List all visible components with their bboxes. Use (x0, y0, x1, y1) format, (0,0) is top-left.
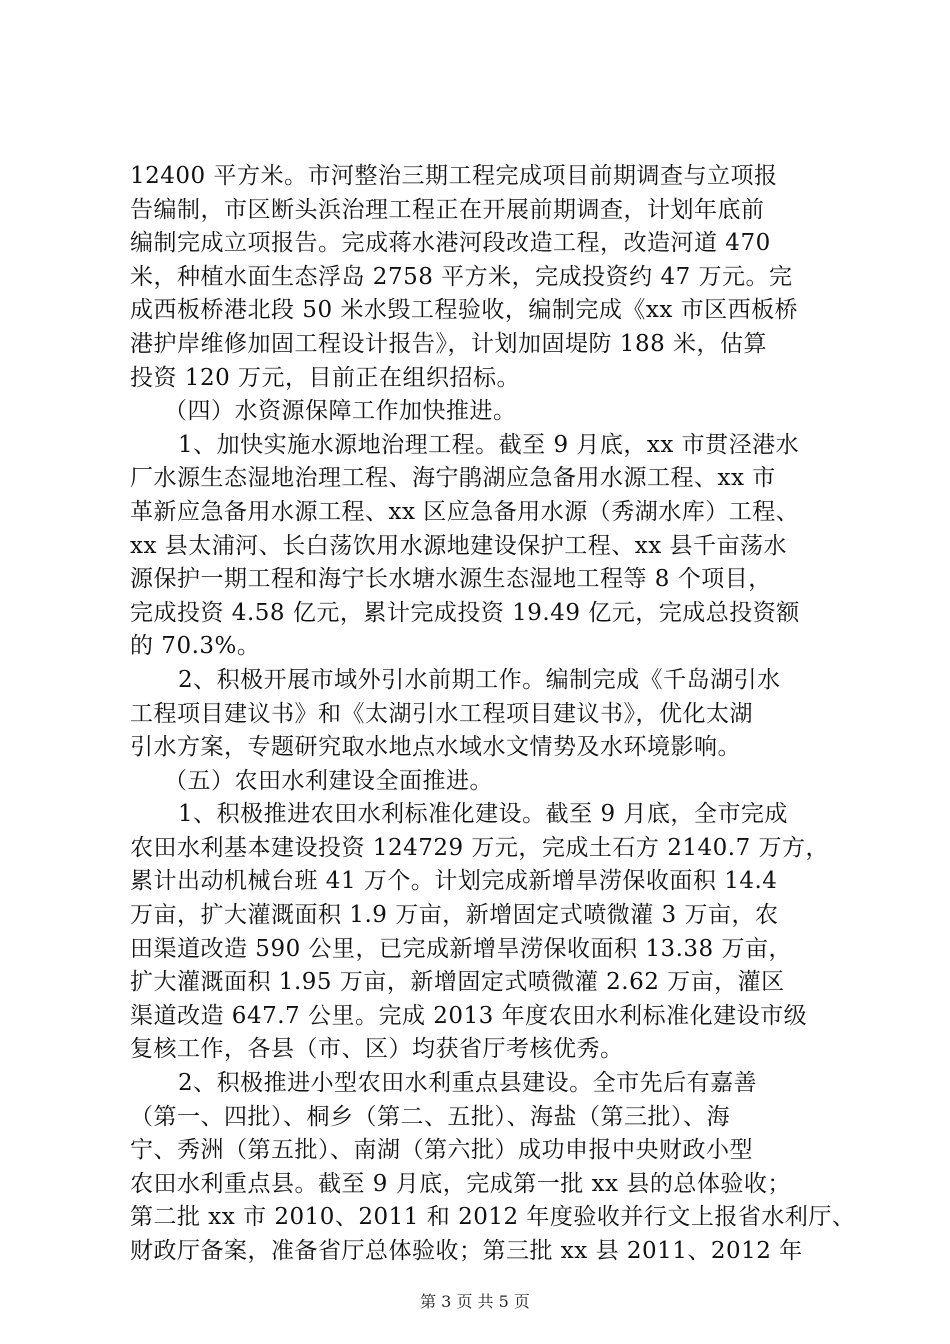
text-line: 工程项目建议书》和《太湖引水工程项目建议书》，优化太湖 (130, 700, 753, 727)
text-line: 累计出动机械台班 41 万个。计划完成新增旱涝保收面积 14.4 (130, 868, 778, 895)
text-line: 1、积极推进农田水利标准化建设。截至 9 月底，全市完成 (178, 801, 788, 828)
text-line: 渠道改造 647.7 公里。完成 2013 年度农田水利标准化建设市级 (130, 1002, 808, 1029)
text-line: （第一、四批）、桐乡（第二、五批）、海盐（第三批）、海 (130, 1103, 730, 1130)
text-line: 宁、秀洲（第五批）、南湖（第六批）成功申报中央财政小型 (130, 1137, 753, 1164)
text-line: 编制完成立项报告。完成蒋水港河段改造工程，改造河道 470 (130, 230, 771, 257)
text-line: 厂水源生态湿地治理工程、海宁鹃湖应急备用水源工程、xx 市 (130, 465, 776, 492)
text-line: 的 70.3%。 (130, 633, 261, 660)
text-line: 万亩，扩大灌溉面积 1.9 万亩，新增固定式喷微灌 3 万亩，农 (130, 902, 779, 929)
section-heading: （五）农田水利建设全面推进。 (164, 767, 493, 794)
text-line: 第二批 xx 市 2010、2011 和 2012 年度验收并行文上报省水利厅、 (130, 1204, 856, 1231)
text-line: 港护岸维修加固工程设计报告》，计划加固堤防 188 米，估算 (130, 330, 768, 357)
text-line: 财政厅备案，准备省厅总体验收；第三批 xx 县 2011、2012 年 (130, 1238, 803, 1264)
text-line: 1、加快实施水源地治理工程。截至 9 月底，xx 市贯泾港水 (178, 431, 800, 458)
text-line: 革新应急备用水源工程、xx 区应急备用水源（秀湖水库）工程、 (130, 498, 800, 525)
text-line: 源保护一期工程和海宁长水塘水源生态湿地工程等 8 个项目， (130, 566, 772, 593)
text-line: 农田水利基本建设投资 124729 万元，完成土石方 2140.7 万方， (130, 834, 830, 861)
text-line: 告编制，市区断头浜治理工程正在开展前期调查，计划年底前 (130, 196, 765, 223)
text-line: 完成投资 4.58 亿元，累计完成投资 19.49 亿元，完成总投资额 (130, 599, 800, 626)
text-line: 成西板桥港北段 50 米水毁工程验收，编制完成《xx 市区西板桥 (130, 297, 799, 324)
text-line: 复核工作，各县（市、区）均获省厅考核优秀。 (130, 1036, 624, 1063)
page-number-footer: 第 3 页 共 5 页 (420, 1292, 530, 1311)
text-line: 田渠道改造 590 公里，已完成新增旱涝保收面积 13.38 万亩， (130, 935, 792, 962)
text-line: 12400 平方米。市河整治三期工程完成项目前期调查与立项报 (130, 163, 778, 189)
section-heading: （四）水资源保障工作加快推进。 (164, 398, 517, 425)
text-line: 2、积极开展市域外引水前期工作。编制完成《千岛湖引水 (178, 666, 781, 693)
text-line: 引水方案，专题研究取水地点水域水文情势及水环境影响。 (130, 734, 741, 761)
text-line: xx 县太浦河、长白荡饮用水源地建设保护工程、xx 县千亩荡水 (130, 532, 788, 559)
document-body (130, 160, 856, 1269)
text-line: 扩大灌溉面积 1.95 万亩，新增固定式喷微灌 2.62 万亩，灌区 (130, 969, 785, 996)
text-line: 农田水利重点县。截至 9 月底，完成第一批 xx 县的总体验收； (130, 1170, 791, 1197)
text-line: 投资 120 万元，目前正在组织招标。 (130, 364, 521, 391)
text-line: 2、积极推进小型农田水利重点县建设。全市先后有嘉善 (178, 1070, 758, 1097)
text-line: 米，种植水面生态浮岛 2758 平方米，完成投资约 47 万元。完 (130, 263, 793, 290)
